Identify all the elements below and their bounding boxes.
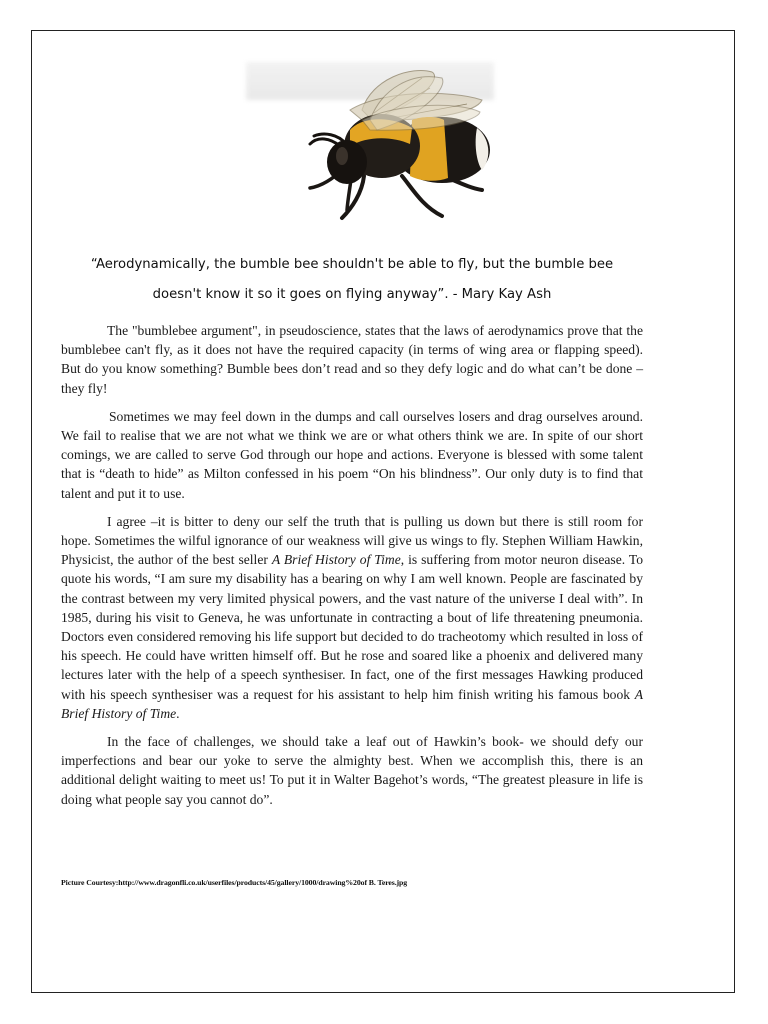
article-body <box>61 321 643 818</box>
quote-block <box>60 250 644 310</box>
paragraph-hawking <box>61 512 643 723</box>
bumblebee-illustration <box>252 58 496 226</box>
paragraph-hawking-text-c: . <box>176 705 180 721</box>
paragraph-bumblebee-argument: The "bumblebee argument", in pseudoscience, states that the laws of aerodynamics prove that the bumblebee can't fly, as it does not have the required capacity (in terms of wing area or flapping speed). But do you know something? Bumble bees don’t read and so they defy logic and do what can’t be done – they fly! <box>61 323 643 396</box>
picture-courtesy: Picture Courtesy:http://www.dragonfli.co.uk/userfiles/products/45/gallery/1000/drawing%20of B. Teres.jpg <box>61 878 408 887</box>
book-title-2: A Brief History of Time <box>61 686 643 721</box>
bumblebee-icon <box>252 58 496 226</box>
paragraph-hawking-text-a: I agree –it is bitter to deny our self the truth that is pulling us down but there is still room for hope. Sometimes the wilful ignorance of our weakness will give us wings to fly. Stephen William Hawkin, Physicist, the author of the best seller <box>61 513 643 568</box>
quote-line-1: “Aerodynamically, the bumble bee shouldn't be able to fly, but the bumble bee <box>90 257 614 272</box>
book-title-1: A Brief History of Time <box>271 552 401 568</box>
paragraph-feeling-down: Sometimes we may feel down in the dumps and call ourselves losers and drag ourselves around. We fail to realise that we are not what we think we are or what others think we are. In spite of our short comings, we are called to serve God through our hope and actions. Everyone is blessed with some talent that is “death to hide” as Milton confessed in his poem “On his blindness”. Our only duty is to find that talent and put it to use. <box>61 408 643 501</box>
paragraph-challenges: In the face of challenges, we should take a leaf out of Hawkin’s book- we should defy our imperfections and bear our yoke to serve the almighty best. When we accomplish this, there is an additional delight waiting to meet us! To put it in Walter Bagehot’s words, “The greatest pleasure in life is doing what people say you cannot do”. <box>61 734 643 807</box>
quote-line-2: doesn't know it so it goes on flying anyway”. - Mary Kay Ash <box>152 287 552 302</box>
paragraph-hawking-text-b: , is suffering from motor neuron disease. To quote his words, “I am sure my disability has a bearing on why I am well known. People are fascinated by the contrast between my very limited physical powers, and the vast nature of the universe I deal with”. In 1985, during his visit to Geneva, he was unfortunate in contracting a bout of life threatening pneumonia. Doctors even considered removing his life support but decided to do tracheotomy which resulted in loss of his speech. He could have written himself off. But he rose and soared like a phoenix and delivered many lectures later with the help of a speech synthesiser. In fact, one of the first messages Hawking produced with his speech synthesiser was a request for his assistant to help him finish writing his famous book <box>61 552 643 702</box>
